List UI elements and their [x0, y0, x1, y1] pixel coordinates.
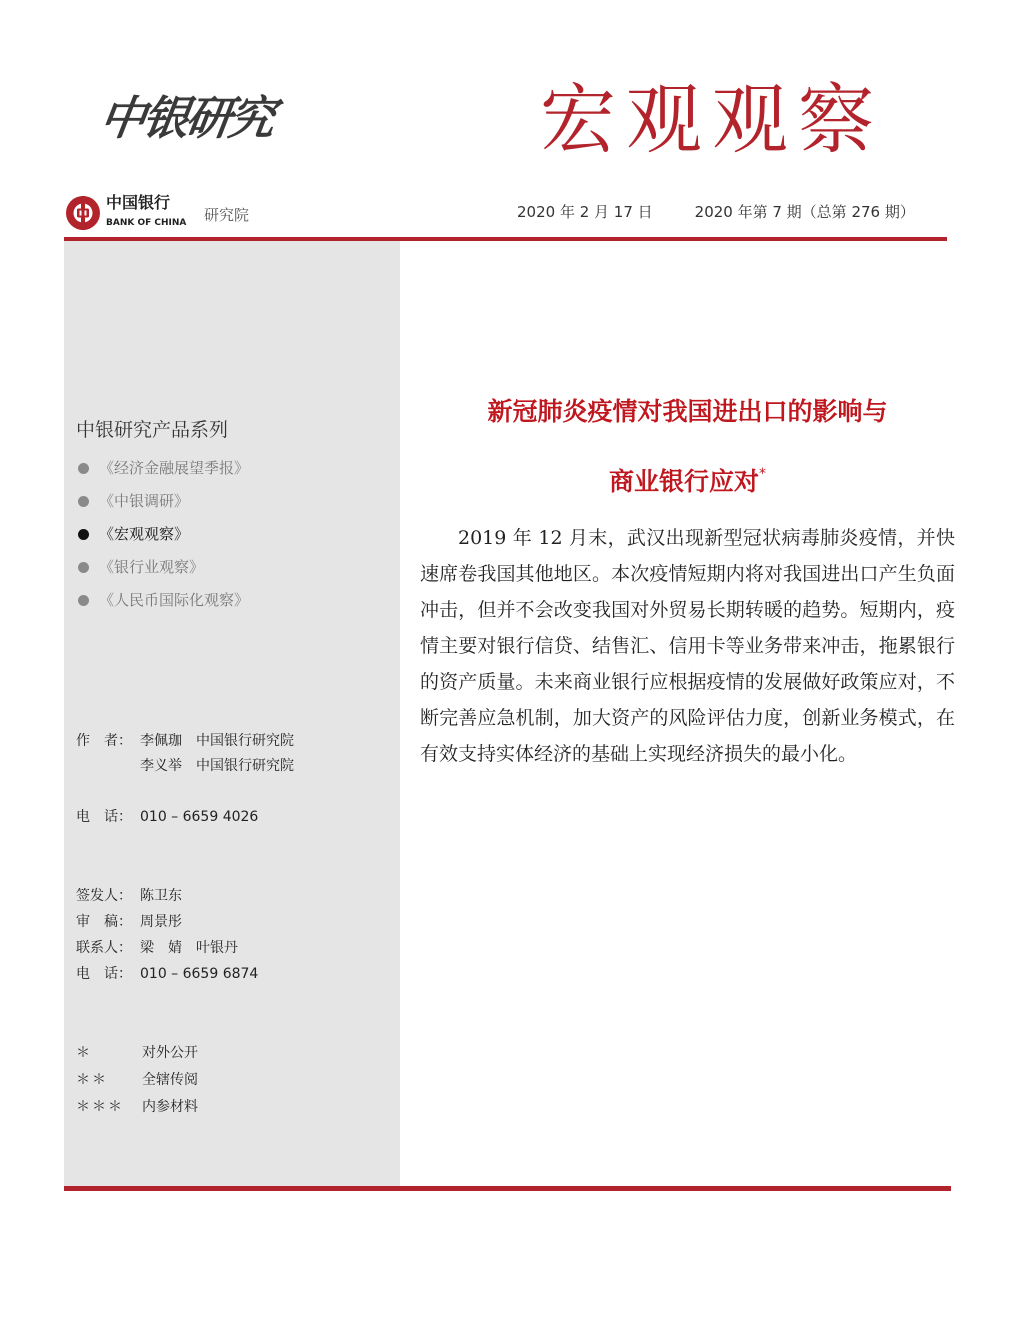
classification-legend — [76, 1042, 376, 1123]
issue-date: 2020 年 2 月 17 日 — [517, 203, 653, 221]
author-name: 李义举 — [140, 758, 182, 774]
headline-line-2: 商业银行应对* — [608, 466, 766, 496]
publication-title: 宏观观察 — [540, 75, 884, 164]
author-org: 中国银行研究院 — [196, 758, 294, 774]
footer-divider — [64, 1186, 951, 1191]
signoff-block — [76, 885, 396, 989]
signer-name: 陈卫东 — [140, 888, 182, 904]
footnote-mark: * — [759, 466, 766, 482]
institute-label: 研究院 — [204, 206, 250, 224]
bullet-icon — [78, 496, 89, 507]
classification-stars: ＊＊ — [76, 1072, 108, 1088]
authors-label: 作 者： — [76, 733, 132, 749]
reviewer-name: 周景彤 — [140, 914, 182, 930]
series-list — [78, 457, 388, 622]
issue-number: 2020 年第 7 期（总第 276 期） — [694, 203, 915, 221]
series-title: 中银研究产品系列 — [76, 419, 229, 441]
classification-label: 对外公开 — [142, 1045, 198, 1061]
phone-row — [76, 806, 396, 828]
series-item[interactable]: 《中银调研》 — [78, 490, 388, 523]
brand-wordmark: 中银研究 — [96, 91, 276, 145]
series-item-active[interactable]: 《宏观观察》 — [78, 523, 388, 556]
bank-name-cn: 中国银行 — [106, 193, 171, 212]
signer-label: 签发人： — [76, 888, 132, 904]
bank-of-china-logo-icon — [64, 194, 102, 232]
bullet-icon — [78, 529, 89, 540]
bullet-icon — [78, 463, 89, 474]
author-name: 李佩珈 — [140, 733, 182, 749]
series-item[interactable]: 《经济金融展望季报》 — [78, 457, 388, 490]
contact-phone-value: 010 – 6659 6874 — [140, 966, 259, 982]
authors-block — [76, 730, 396, 777]
phone-label: 电 话： — [76, 809, 132, 825]
series-item[interactable]: 《人民币国际化观察》 — [78, 589, 388, 622]
bullet-icon — [78, 595, 89, 606]
classification-label: 全辖传阅 — [142, 1072, 198, 1088]
author-org: 中国银行研究院 — [196, 733, 294, 749]
bullet-icon — [78, 562, 89, 573]
article-headline — [420, 396, 955, 498]
contact-phone-label: 电 话： — [76, 966, 132, 982]
bank-name-en: BANK OF CHINA — [106, 218, 187, 228]
contact-names: 梁 婧 叶银丹 — [140, 940, 238, 956]
classification-stars: ＊ — [76, 1045, 92, 1061]
contact-label: 联系人： — [76, 940, 132, 956]
article-abstract: 2019 年 12 月末，武汉出现新型冠状病毒肺炎疫情，并快速席卷我国其他地区。本次疫情短期内将对我国进出口产生负面冲击，但并不会改变我国对外贸易长期转暖的趋势。短期内，疫情主要对银行信贷、结售汇、信用卡等业务带来冲击，拖累银行的资产质量。未来商业银行应根据疫情的发展做好政策应对，不断完善应急机制，加大资产的风险评估力度，创新业务模式，在有效支持实体经济的基础上实现经济损失的最小化。 — [420, 527, 955, 765]
issue-line — [517, 201, 947, 223]
classification-label: 内参材料 — [142, 1099, 198, 1115]
sidebar — [64, 241, 400, 1186]
reviewer-label: 审 稿： — [76, 914, 132, 930]
headline-line-1: 新冠肺炎疫情对我国进出口的影响与 — [487, 397, 888, 426]
series-item[interactable]: 《银行业观察》 — [78, 556, 388, 589]
phone-value: 010 – 6659 4026 — [140, 809, 259, 825]
classification-stars: ＊＊＊ — [76, 1099, 124, 1115]
